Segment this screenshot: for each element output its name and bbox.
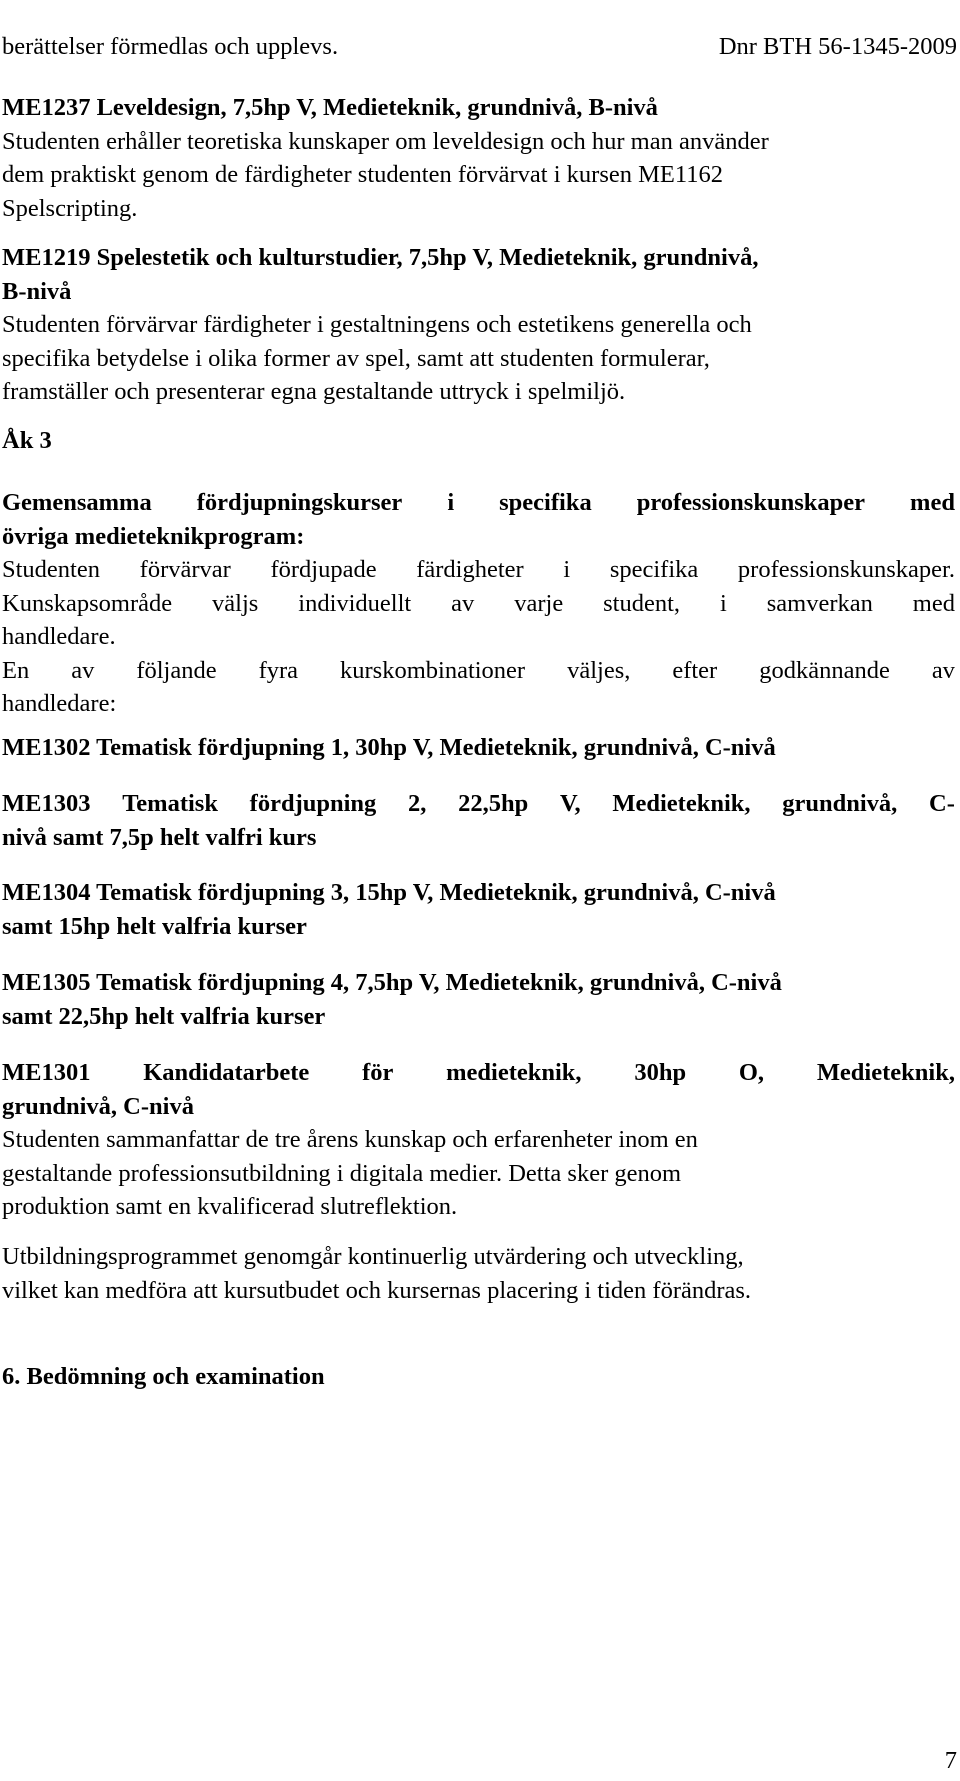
year-heading: Åk 3 bbox=[2, 427, 52, 454]
course-title: B-nivå bbox=[2, 277, 72, 305]
section-6 bbox=[2, 1360, 955, 1394]
section-title: övriga medieteknikprogram: bbox=[2, 522, 305, 550]
course-title: samt 22,5hp helt valfria kurser bbox=[2, 1002, 326, 1030]
course-title: samt 15hp helt valfria kurser bbox=[2, 912, 307, 940]
course-me1303 bbox=[2, 787, 955, 854]
course-title: ME1219 Spelestetik och kulturstudier, 7,5hp V, Medieteknik, grundnivå, bbox=[2, 244, 759, 271]
common-courses-section bbox=[2, 486, 955, 721]
year-3-section bbox=[2, 424, 955, 458]
course-description-line: Studenten erhåller teoretiska kunskaper om leveldesign och hur man använder bbox=[2, 127, 769, 155]
course-title: grundnivå, C-nivå bbox=[2, 1092, 194, 1120]
course-me1305 bbox=[2, 966, 955, 1033]
course-description-line: specifika betydelse i olika former av spel, samt att studenten formulerar, bbox=[2, 344, 710, 372]
course-me1219 bbox=[2, 241, 955, 409]
course-description-line: Studenten sammanfattar de tre årens kunskap och erfarenheter inom en bbox=[2, 1126, 698, 1153]
course-title: ME1303 Tematisk fördjupning 2, 22,5hp V, Medieteknik, grundnivå, C- bbox=[2, 790, 955, 817]
section-text-line: handledare. bbox=[2, 623, 116, 650]
section-text-line: Kunskapsområde väljs individuellt av varje student, i samverkan med bbox=[2, 589, 955, 617]
section-text-line: En av följande fyra kurskombinationer väljes, efter godkännande av bbox=[2, 656, 955, 684]
course-me1302 bbox=[2, 731, 955, 765]
course-title: ME1302 Tematisk fördjupning 1, 30hp V, Medieteknik, grundnivå, C-nivå bbox=[2, 734, 776, 761]
continuation-text: berättelser förmedlas och upplevs. bbox=[2, 33, 339, 60]
paragraph-line: vilket kan medföra att kursutbudet och kursernas placering i tiden förändras. bbox=[2, 1276, 752, 1304]
course-description-line: gestaltande professionsutbildning i digitala medier. Detta sker genom bbox=[2, 1159, 682, 1187]
document-number: Dnr BTH 56-1345-2009 bbox=[718, 33, 957, 60]
section-title: Gemensamma fördjupningskurser i specifika professionskunskaper med bbox=[2, 489, 955, 516]
course-title: ME1305 Tematisk fördjupning 4, 7,5hp V, Medieteknik, grundnivå, C-nivå bbox=[2, 969, 782, 996]
course-title: nivå samt 7,5p helt valfri kurs bbox=[2, 823, 317, 851]
course-title: ME1237 Leveldesign, 7,5hp V, Medieteknik, grundnivå, B-nivå bbox=[2, 94, 658, 121]
course-title: ME1304 Tematisk fördjupning 3, 15hp V, Medieteknik, grundnivå, C-nivå bbox=[2, 879, 776, 906]
course-me1237 bbox=[2, 91, 955, 225]
section-text-line: Studenten förvärvar fördjupade färdigheter i specifika professionskunskaper. bbox=[2, 556, 955, 583]
course-description-line: framställer och presenterar egna gestaltande uttryck i spelmiljö. bbox=[2, 378, 626, 405]
page-number: 7 bbox=[944, 1747, 957, 1774]
course-me1301 bbox=[2, 1056, 955, 1224]
evaluation-paragraph bbox=[2, 1240, 955, 1307]
course-title: ME1301 Kandidatarbete för medieteknik, 30hp O, Medieteknik, bbox=[2, 1059, 955, 1086]
course-me1304 bbox=[2, 876, 955, 943]
course-description-line: produktion samt en kvalificerad slutreflektion. bbox=[2, 1193, 458, 1220]
section-text-line: handledare: bbox=[2, 690, 117, 717]
section-heading: 6. Bedömning och examination bbox=[2, 1363, 325, 1390]
course-description-line: Spelscripting. bbox=[2, 194, 138, 222]
paragraph-line: Utbildningsprogrammet genomgår kontinuerlig utvärdering och utveckling, bbox=[2, 1243, 744, 1270]
course-description-line: dem praktiskt genom de färdigheter studenten förvärvat i kursen ME1162 bbox=[2, 161, 723, 188]
course-description-line: Studenten förvärvar färdigheter i gestaltningens och estetikens generella och bbox=[2, 311, 752, 338]
